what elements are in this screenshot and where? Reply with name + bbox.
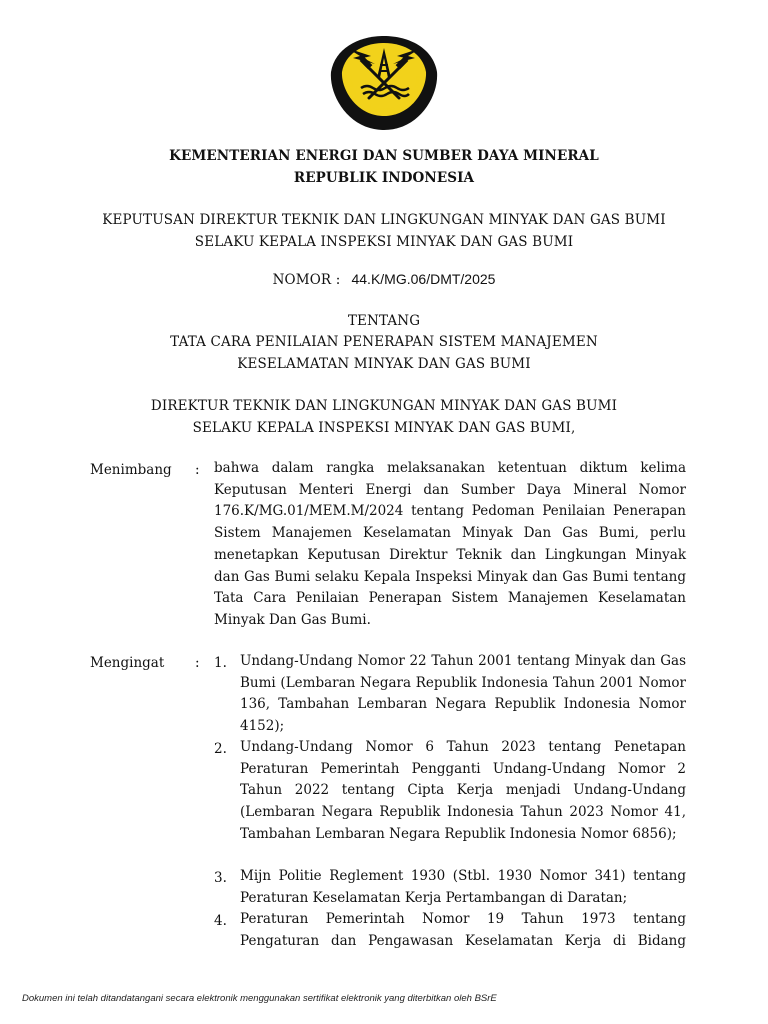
tentang-label: TENTANG	[347, 313, 421, 329]
director-line2: SELAKU KEPALA INSPEKSI MINYAK DAN GAS BUMI,	[192, 420, 576, 436]
list-item: Peraturan Pemerintah Nomor 19 Tahun 1973 tentang Pengaturan dan Pengawasan Keselamatan Kerja di Bidang	[240, 911, 686, 949]
nomor-label: NOMOR :	[272, 272, 341, 288]
logo-ring-text: RGI DAN SUMBER DAYA MINE	[343, 74, 425, 117]
decree-title-line1: KEPUTUSAN DIREKTUR TEKNIK DAN LINGKUNGAN MINYAK DAN GAS BUMI	[102, 212, 666, 228]
list-item-number: 2.	[214, 741, 227, 757]
nomor-value: 44.K/MG.06/DMT/2025	[351, 271, 496, 287]
mengingat-label: Mengingat	[90, 655, 165, 671]
list-item-number: 4.	[214, 913, 227, 929]
ministry-logo	[327, 34, 441, 132]
ministry-emblem	[327, 34, 441, 132]
director-line1: DIREKTUR TEKNIK DAN LINGKUNGAN MINYAK DAN GAS BUMI	[150, 398, 618, 414]
menimbang-text: bahwa dalam rangka melaksanakan ketentuan diktum kelima Keputusan Menteri Energi dan Sumber Daya Mineral Nomor 176.K/MG.01/MEM.M/2024 tentang Pedoman Penilaian Penerapan Sistem Manajemen Keselamatan Minyak Dan Gas Bumi, perlu menetapkan Keputusan Direktur Teknik dan Lingkungan Minyak dan Gas Bumi selaku Kepala Inspeksi Minyak dan Gas Bumi tentang Tata Cara Penilaian Penerapan Sistem Manajemen Keselamatan Minyak Dan Gas Bumi.	[214, 460, 686, 628]
mengingat-colon: :	[195, 655, 200, 671]
list-item-number: 1.	[214, 655, 227, 671]
list-item-number: 3.	[214, 870, 227, 886]
list-item: Undang-Undang Nomor 6 Tahun 2023 tentang Penetapan Peraturan Pemerintah Pengganti Undang-Undang Nomor 2 Tahun 2022 tentang Cipta Kerja menjadi Undang-Undang (Lembaran Negara Republik Indonesia Tahun 2023 Nomor 41, Tambahan Lembaran Negara Republik Indonesia Nomor 6856);	[240, 739, 686, 842]
list-item: Mijn Politie Reglement 1930 (Stbl. 1930 Nomor 341) tentang Peraturan Keselamatan Kerja Pertambangan di Daratan;	[240, 868, 686, 906]
country-name: REPUBLIK INDONESIA	[293, 170, 475, 186]
list-item: Undang-Undang Nomor 22 Tahun 2001 tentang Minyak dan Gas Bumi (Lembaran Negara Republik Indonesia Tahun 2001 Nomor 136, Tambahan Lembaran Negara Republik Indonesia Nomor 4152);	[240, 653, 686, 735]
decree-title-line2: SELAKU KEPALA INSPEKSI MINYAK DAN GAS BUMI	[194, 234, 574, 250]
subject-line2: KESELAMATAN MINYAK DAN GAS BUMI	[237, 356, 531, 372]
ministry-name: KEMENTERIAN ENERGI DAN SUMBER DAYA MINERAL	[169, 148, 599, 164]
menimbang-colon: :	[195, 462, 200, 478]
subject-line1: TATA CARA PENILAIAN PENERAPAN SISTEM MANAJEMEN	[170, 334, 598, 350]
e-signature-note: Dokumen ini telah ditandatangani secara elektronik menggunakan sertifikat elektronik yang diterbitkan oleh BSrE	[22, 993, 497, 1004]
decree-number	[0, 269, 768, 288]
menimbang-label: Menimbang	[90, 462, 172, 478]
